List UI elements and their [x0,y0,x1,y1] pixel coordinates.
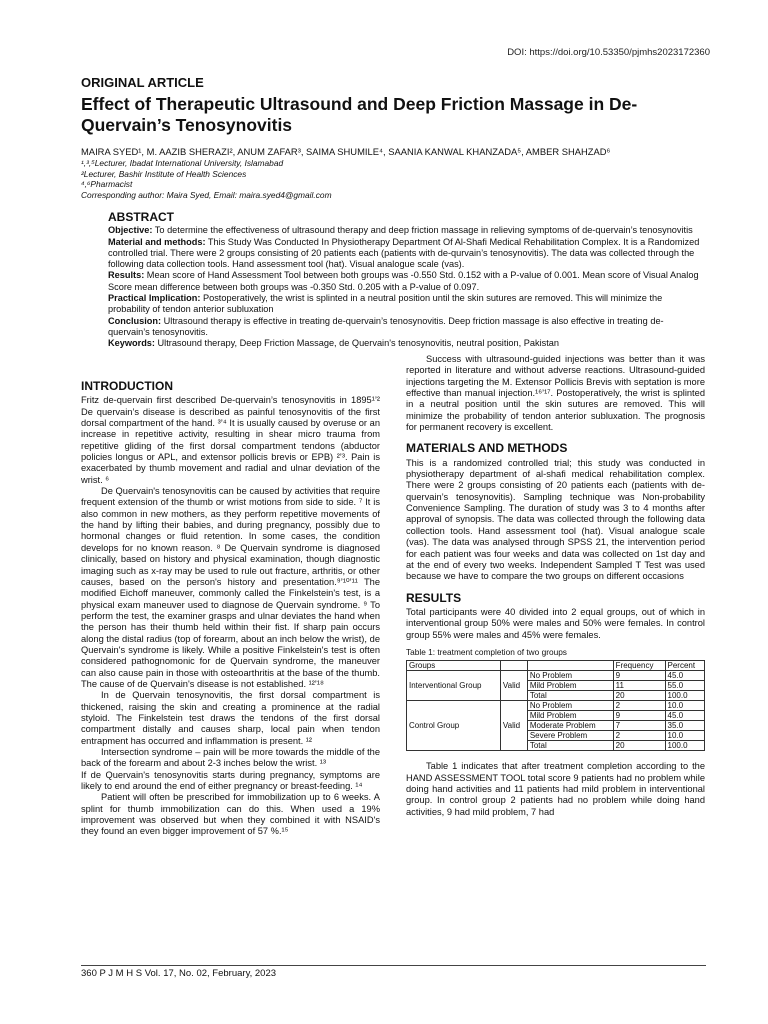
frequency-cell: 2 [613,731,665,741]
percent-cell: 35.0 [665,721,705,731]
affiliation-line: ⁴,⁶Pharmacist [81,179,133,189]
intro-paragraph: Intersection syndrome – pain will be more towards the middle of the back of the forearm and about 2-3 inches below the wrist. ¹³ [81,747,380,769]
percent-cell: 45.0 [665,711,705,721]
intro-paragraph: De Quervain's tenosynovitis can be caused by activities that require frequent extension of the thumb or wrist motions from side to side. ⁷ It is also common in new mothers, as they perform repetitive movements of the hand by lifting their babies, and during pregnancy, possibly due to hormonal changes or fluid retention. In some cases, the condition develops for no known reason. ⁸ De Quervain syndrome is diagnosed clinically, based on history and physical examination, though diagnostic imaging such as x-ray may be used to rule out fracture, arthritis, or other causes, based on the person's history and presentation.⁹’¹⁰’¹¹ The modified Eichoff maneuver, commonly called the Finkelstein's test, is a physical exam maneuver used to diagnose de Quervain syndrome. ⁹ To perform the test, the examiner grasps and ulnar deviates the hand when the person has their thumb held within their fist. If sharp pain occurs along the distal radius (top of forearm, about an inch below the wrist), de Quervain's syndrome is likely. While a positive Finkelstein's test is often considered pathognomonic for de Quervain syndrome, the maneuver can also cause pain in those with osteoarthritis at the base of the thumb. The cause of de Quervain's disease is not established. ¹²’¹⁸ [81,486,380,689]
abstract-practical: Practical Implication: Postoperatively, the wrist is splinted in a neutral position until the skin sutures are removed. This will minimize the probability of tendon anterior subluxation [108,293,663,315]
right-column [406,354,705,818]
article-type: ORIGINAL ARTICLE [81,75,204,90]
frequency-cell: 9 [613,711,665,721]
group-cell: Control Group [407,701,501,751]
table-caption: Table 1: treatment completion of two groups [406,646,567,657]
left-column [81,381,380,838]
abstract-objective: Objective: To determine the effectiveness of ultrasound therapy and deep friction massage in relieving symptoms of de-quervain’s tenosynovitis [108,225,693,236]
category-cell: Mild Problem [527,681,613,691]
frequency-cell: 11 [613,681,665,691]
table-row [407,671,705,681]
table-header-cell: Percent [665,661,705,671]
intro-paragraph: Patient will often be prescribed for immobilization up to 6 weeks. A splint for thumb immobilization can do this. When used a 19% improvement was observed but when they combined it with NSAID's they found an even bigger improvement of 57 %.¹⁵ [81,792,380,837]
category-cell: No Problem [527,671,613,681]
percent-cell: 45.0 [665,671,705,681]
category-cell: No Problem [527,701,613,711]
category-cell: Severe Problem [527,731,613,741]
frequency-cell: 9 [613,671,665,681]
group-cell: Interventional Group [407,671,501,701]
footer-divider [81,965,706,966]
valid-cell: Valid [500,671,527,701]
intro-paragraph: In de Quervain tenosynovitis, the first dorsal compartment is thickened, raising the skin and creating a prominence at the radial styloid. The Finkelstein test draws the tendons of the first dorsal compartment distally and causes sharp, local pain when tendon entrapment has occurred and inflammation is present. ¹² [81,690,380,746]
abstract-results: Results: Mean score of Hand Assessment Tool between both groups was -0.550 Std. 0.152 with a P-value of 0.001. Mean score of Visual Analog Score mean difference between both groups was -0.350 Std. 0.205 with a P-value of 0.097. [108,270,699,292]
valid-cell: Valid [500,701,527,751]
frequency-cell: 20 [613,691,665,701]
percent-cell: 10.0 [665,731,705,741]
table-header-cell [527,661,613,671]
percent-cell: 100.0 [665,691,705,701]
author-list: MAIRA SYED¹, M. AAZIB SHERAZI², ANUM ZAFAR³, SAIMA SHUMILE⁴, SAANIA KANWAL KHANZADA⁵, AMBER SHAHZAD⁶ [81,146,611,157]
table-header-cell: Frequency [613,661,665,671]
results-discussion-paragraph: Table 1 indicates that after treatment completion according to the HAND ASSESSMENT TOOL total score 9 patients had no problem while doing hand activities and 11 patients had mild problem in interventional group. In control group 2 patients had no problem while doing hand activities, 9 had mild problem, 7 had [406,761,705,817]
methods-paragraph: This is a randomized controlled trial; this study was conducted in physiotherapy department of al-shafi medical rehabilitation complex. There were 2 groups consisting of 20 patients each (patients with de-quervain’s tenosynovitis). Sampling technique was Non-probability Convenience Sampling. The duration of study was 3 to 4 months after approval of synopsis. The data was collected through the following data collection tools. Hand assessment tool (hat). Visual analogue scale (vas). The data was analysed through SPSS 21, the intervention period for each patient was four weeks and data was collected on 1st day and at the end of every two weeks. Independent Sampled T Test was used because we have to compare the two groups on different occasions [406,457,705,582]
frequency-cell: 20 [613,741,665,751]
intro-continued-paragraph: Success with ultrasound-guided injections was better than it was reported in literature and without adverse reactions. Ultrasound-guided injections targeting the M. Extensor Pollicis Brevis with septation is more effective than manual injection.¹⁶’¹⁷. Postoperatively, the wrist is splinted in a neutral position until the skin sutures are removed. This will minimize the probability of tendon anterior subluxation. The prognosis for permanent recovery is excellent. [406,354,705,433]
affiliation-line: ¹,³,⁵Lecturer, Ibadat International University, Islamabad [81,158,284,168]
article-title: Effect of Therapeutic Ultrasound and Deep Friction Massage in De-Quervain’s Tenosynovitis [81,94,638,135]
methods-heading: MATERIALS AND METHODS [406,441,568,456]
table-header-cell [500,661,527,671]
percent-cell: 10.0 [665,701,705,711]
table-header-row [407,661,705,671]
category-cell: Total [527,741,613,751]
doi-link[interactable]: DOI: https://doi.org/10.53350/pjmhs2023172360 [507,47,710,58]
category-cell: Mild Problem [527,711,613,721]
intro-paragraph: If de Quervain's tenosynovitis starts during pregnancy, symptoms are likely to end around the end of either pregnancy or breast-feeding. ¹⁴ [81,769,380,792]
category-cell: Total [527,691,613,701]
frequency-cell: 7 [613,721,665,731]
abstract-section [108,212,704,350]
introduction-heading: INTRODUCTION [81,379,173,393]
results-heading: RESULTS [406,590,462,605]
intro-paragraph: Fritz de-quervain first described De-quervain’s tenosynovitis in 1895¹’² De quervain’s disease is described as painful tenosynovitis of the first dorsal compartment of the hand. ³’⁴ It is usually caused by overuse or an increase in repetitive activity, resulting in shear micro trauma from repetitive gliding of the first dorsal compartment tendons (abductor policies longus or APL, and extensor pollicis brevis or EPB) ²’³. Pain is exacerbated by thumb movement and radial and ulnar deviation of the wrist. ⁶ [81,395,380,485]
percent-cell: 100.0 [665,741,705,751]
affiliation-line: ²Lecturer, Bashir Institute of Health Sciences [81,168,247,179]
results-paragraph: Total participants were 40 divided into 2 equal groups, out of which in interventional group 50% were males and 50% were females. In control group 55% were males and 45% were females. [406,606,705,640]
abstract-heading: ABSTRACT [108,210,174,224]
category-cell: Moderate Problem [527,721,613,731]
page-footer: 360 P J M H S Vol. 17, No. 02, February, 2023 [81,968,277,979]
abstract-methods: Material and methods: This Study Was Conducted In Physiotherapy Department Of Al-Shafi Medical Rehabilitation Complex. It is a Randomized controlled trial. There were 2 groups consisting of 20 patients each (patients with de-qurvain’s tenosynovitis). The data was collected through the following data collection tools. Hand assessment tool (hat). Visual analogue scale (vas). [108,236,700,270]
frequency-cell: 2 [613,701,665,711]
table-row [407,701,705,711]
affiliations [81,158,332,200]
percent-cell: 55.0 [665,681,705,691]
abstract-conclusion: Conclusion: Ultrasound therapy is effective in treating de-quervain’s tenosynovitis. Deep friction massage is also effective in treating de-quervain’s tenosynovitis. [108,315,664,337]
abstract-keywords: Keywords: Ultrasound therapy, Deep Friction Massage, de Quervain's tenosynovitis, neutral position, Pakistan [108,338,559,349]
corresponding-author: Corresponding author: Maira Syed, Email: maira.syed4@gmail.com [81,189,332,200]
treatment-completion-table [406,660,705,751]
table-header-cell: Groups [407,661,501,671]
